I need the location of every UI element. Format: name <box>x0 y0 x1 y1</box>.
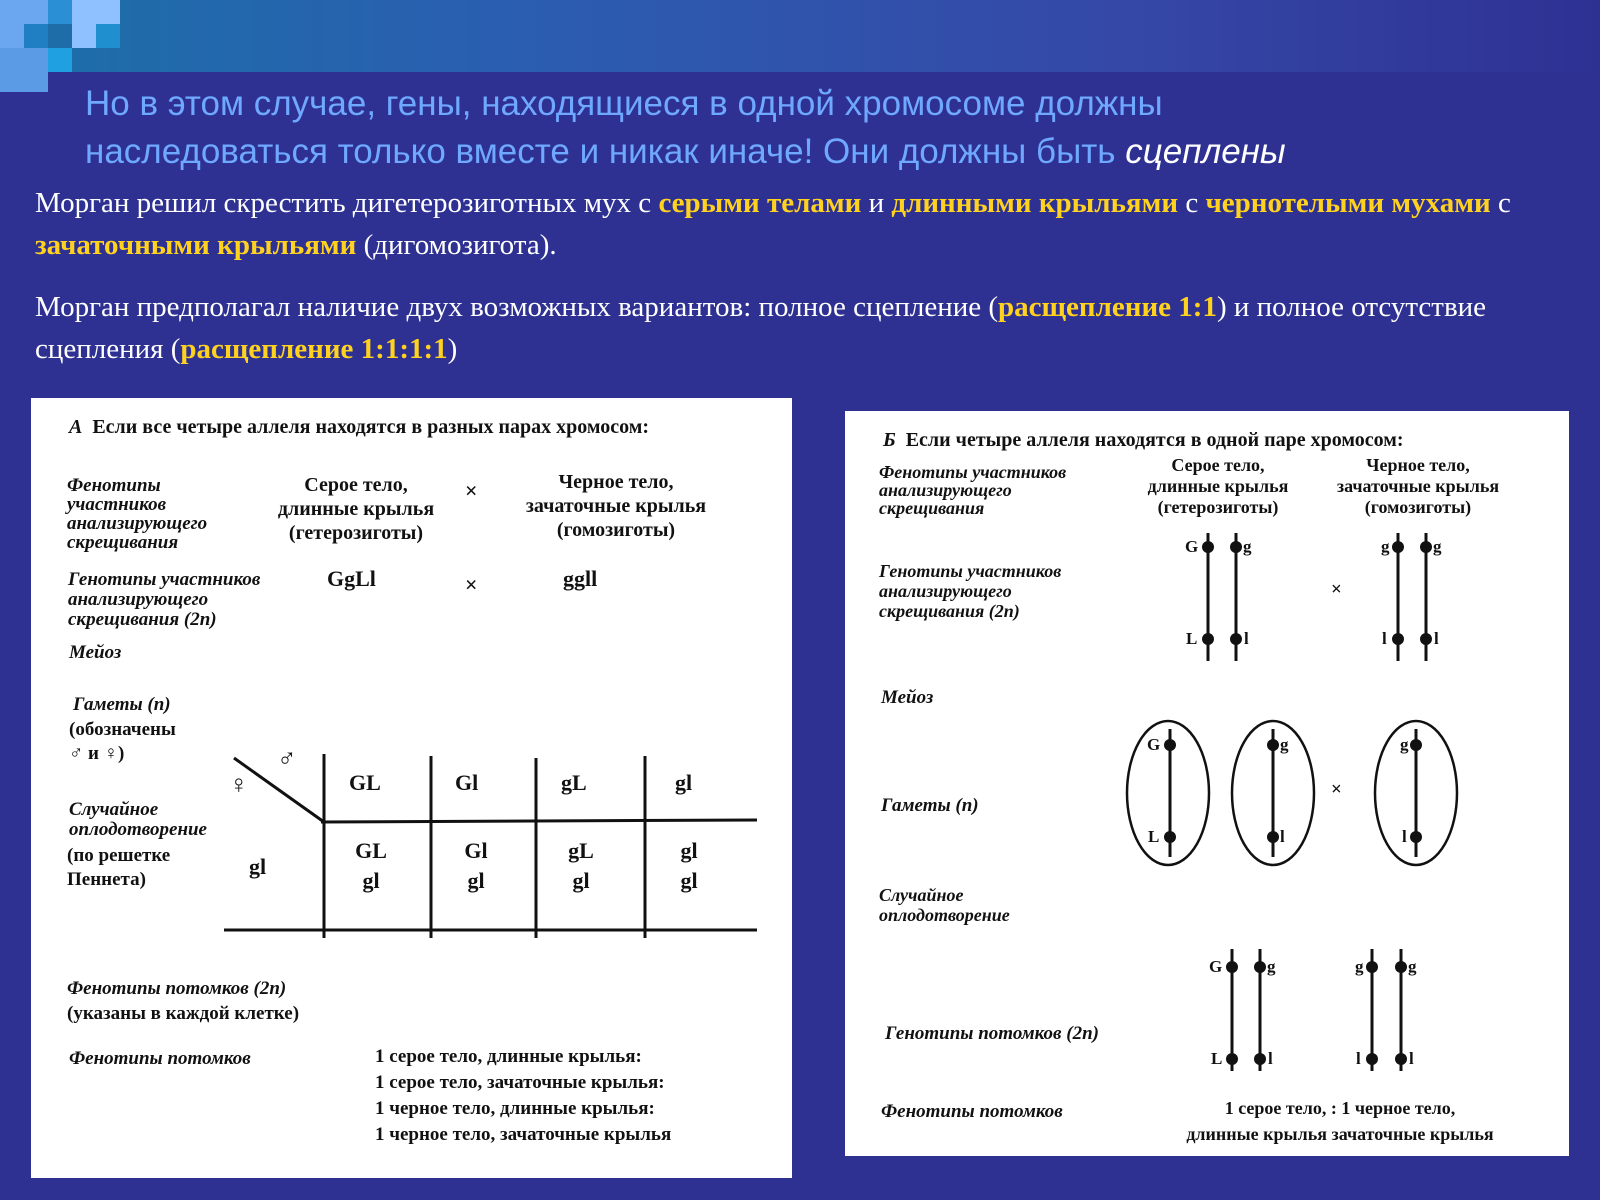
gametes-label: Гаметы (n) <box>73 694 171 715</box>
panel-letter: Б <box>883 429 896 451</box>
label-line: зачаточные крылья <box>525 495 707 517</box>
label-line: (обозначены <box>69 719 176 740</box>
genotype-parent2: ggll <box>563 566 598 591</box>
allele-locus <box>1366 961 1378 973</box>
offspring-label: Фенотипы потомков <box>881 1101 1063 1122</box>
fertilization-label <box>879 885 1010 925</box>
allele-locus <box>1202 633 1214 645</box>
genotype-parent1: GgLl <box>327 566 376 591</box>
offspring-results <box>375 1044 671 1148</box>
label-line: скрещивания <box>67 532 179 553</box>
allele-label: l <box>1356 1049 1361 1068</box>
label-line: (гомозиготы) <box>1364 497 1472 517</box>
highlight: длинными крыльями <box>891 187 1179 219</box>
allele-label: l <box>1434 629 1439 648</box>
cell-line: GL <box>355 838 387 863</box>
highlight: чернотелыми мухами <box>1205 187 1491 219</box>
deco-square <box>48 0 72 24</box>
label-line: Генотипы участников <box>879 561 1062 581</box>
meiosis-label: Мейоз <box>69 642 122 663</box>
punnett-cell <box>541 836 621 896</box>
allele-locus <box>1366 1053 1378 1065</box>
title-emphasis: сцеплены <box>1125 132 1286 171</box>
allele-locus <box>1392 541 1404 553</box>
label-line: скрещивания (2n) <box>879 601 1020 621</box>
genotypes-label <box>68 570 260 630</box>
allele-locus <box>1226 1053 1238 1065</box>
label-line: длинные крылья <box>277 498 435 520</box>
label-line: Генотипы участников <box>68 569 261 590</box>
cell-line: gL <box>568 838 594 863</box>
panel-a-independent <box>31 398 792 1178</box>
allele-label: l <box>1268 1049 1273 1068</box>
paragraph-hypothesis <box>35 286 1565 370</box>
allele-locus <box>1164 831 1176 843</box>
result-line: длинные крылья зачаточные крылья <box>1186 1124 1494 1144</box>
label-line: анализирующего <box>67 513 208 534</box>
allele-label: l <box>1402 827 1407 846</box>
allele-label: l <box>1382 629 1387 648</box>
gamete-header: GL <box>349 770 381 795</box>
text: ) и полное отсутствие сцепления ( <box>35 291 1487 365</box>
label-line: Пеннета) <box>67 869 146 890</box>
label-line: (указаны в каждой клетке) <box>67 1003 300 1024</box>
punnett-cell <box>331 836 411 896</box>
label-line: ♂ и ♀) <box>69 743 125 764</box>
label-line: (гомозиготы) <box>556 519 676 541</box>
label-line: скрещивания <box>879 498 985 518</box>
label-line: Случайное <box>879 885 964 905</box>
allele-label: l <box>1280 827 1285 846</box>
cell-line: gl <box>680 868 698 893</box>
male-symbol: ♂ <box>277 744 297 773</box>
allele-locus <box>1267 739 1279 751</box>
gamete-header: Gl <box>455 770 479 795</box>
text: (дигомозигота). <box>356 229 557 261</box>
label-line: зачаточные крылья <box>1336 476 1500 496</box>
text: ) <box>447 333 458 365</box>
cell-line: gl <box>680 838 698 863</box>
allele-label: g <box>1243 537 1252 556</box>
allele-label: g <box>1355 957 1364 976</box>
fertilization-label <box>69 800 207 840</box>
allele-label: G <box>1185 537 1199 556</box>
deco-square <box>24 24 48 48</box>
offspring-results <box>1135 1095 1545 1147</box>
punnett-cell <box>649 836 729 896</box>
title-line-1: Но в этом случае, гены, находящиеся в одной хромосоме должны <box>85 84 1163 123</box>
label-line: Черное тело, <box>1366 455 1470 475</box>
label-line: Фенотипы <box>67 475 161 496</box>
label-line: Серое тело, <box>1171 455 1265 475</box>
allele-locus <box>1267 831 1279 843</box>
gamete-header: gl <box>675 770 693 795</box>
offspring-genotypes-label: Генотипы потомков (2n) <box>885 1023 1099 1044</box>
punnett-line <box>321 820 757 822</box>
allele-label: L <box>1148 827 1160 846</box>
text: Морган предполагал наличие двух возможных вариантов: полное сцепление ( <box>35 291 999 323</box>
allele-label: g <box>1381 537 1390 556</box>
allele-locus <box>1420 541 1432 553</box>
result-line: 1 серое тело, зачаточные крылья: <box>375 1072 665 1093</box>
parent2-phenotype <box>501 470 731 542</box>
allele-label: L <box>1186 629 1198 648</box>
allele-label: L <box>1211 1049 1223 1068</box>
allele-locus <box>1230 633 1242 645</box>
text: и <box>861 187 892 219</box>
cell-line: Gl <box>464 838 488 863</box>
highlight: серыми телами <box>658 187 862 219</box>
gametes-note <box>69 718 176 766</box>
paragraph-cross <box>35 182 1565 266</box>
row-gamete: gl <box>249 854 267 879</box>
cell-line: gl <box>467 868 485 893</box>
title-line-2: наследоваться только вместе и никак иначе! Они должны быть <box>85 132 1126 171</box>
parent1-phenotype <box>251 473 461 545</box>
deco-square <box>48 48 72 72</box>
phenotypes-label <box>67 476 207 552</box>
label-line: (по решетке <box>67 845 171 866</box>
slide-title <box>85 80 1565 176</box>
label-line: участников <box>67 494 167 515</box>
result-line: 1 черное тело, длинные крылья: <box>375 1098 655 1119</box>
text: с <box>1490 187 1511 219</box>
allele-locus <box>1410 739 1422 751</box>
allele-label: g <box>1400 735 1409 754</box>
cross-sign: × <box>1331 579 1342 600</box>
label-line: оплодотворение <box>69 819 207 840</box>
allele-locus <box>1254 961 1266 973</box>
label-line: анализирующего <box>879 581 1012 601</box>
punnett-note <box>67 844 170 892</box>
allele-label: g <box>1433 537 1442 556</box>
allele-label: l <box>1409 1049 1414 1068</box>
label-line: Черное тело, <box>558 471 674 493</box>
allele-label: l <box>1244 629 1249 648</box>
result-line: 1 серое тело, : 1 черное тело, <box>1224 1098 1456 1118</box>
label-line: Случайное <box>69 799 159 820</box>
heading-text: Если все четыре аллеля находятся в разных парах хромосом: <box>92 416 649 438</box>
cross-sign: × <box>1331 779 1342 800</box>
label-line: Фенотипы участников <box>879 462 1067 482</box>
deco-square <box>96 24 120 48</box>
result-line: 1 серое тело, длинные крылья: <box>375 1046 642 1067</box>
allele-locus <box>1395 961 1407 973</box>
deco-square <box>0 48 48 92</box>
allele-label: g <box>1280 735 1289 754</box>
gametes-label: Гаметы (n) <box>881 795 979 816</box>
highlight: зачаточными крыльями <box>35 229 357 261</box>
panel-letter: А <box>69 416 83 438</box>
allele-label: g <box>1408 957 1417 976</box>
cell-line: gl <box>572 868 590 893</box>
allele-locus <box>1410 831 1422 843</box>
cross-sign: × <box>465 478 478 503</box>
genotypes-label <box>879 561 1061 621</box>
panel-b-heading <box>883 429 1404 452</box>
parent2-phenotype <box>1313 455 1523 518</box>
label-line: (гетерозиготы) <box>1157 497 1279 517</box>
label-line: оплодотворение <box>879 905 1010 925</box>
allele-locus <box>1254 1053 1266 1065</box>
allele-label: G <box>1209 957 1223 976</box>
allele-locus <box>1420 633 1432 645</box>
text: с <box>1178 187 1206 219</box>
allele-locus <box>1202 541 1214 553</box>
heading-text: Если четыре аллеля находятся в одной паре хромосом: <box>905 429 1404 451</box>
allele-locus <box>1392 633 1404 645</box>
header-bar <box>0 0 1600 72</box>
allele-locus <box>1395 1053 1407 1065</box>
punnett-cell <box>436 836 516 896</box>
offspring-label: Фенотипы потомков <box>69 1048 251 1069</box>
label-line: (гетерозиготы) <box>288 522 424 544</box>
highlight: расщепление 1:1:1:1 <box>180 333 448 365</box>
cell-line: gl <box>362 868 380 893</box>
label-line: Фенотипы потомков (2n) <box>67 978 287 999</box>
phenotypes-label <box>879 463 1066 517</box>
offspring-phenotypes-note <box>67 976 299 1026</box>
allele-locus <box>1230 541 1242 553</box>
result-line: 1 черное тело, зачаточные крылья <box>375 1124 672 1145</box>
gamete-header: gL <box>561 770 587 795</box>
allele-locus <box>1226 961 1238 973</box>
allele-label: g <box>1267 957 1276 976</box>
label-line: анализирующего <box>68 589 209 610</box>
label-line: Серое тело, <box>304 474 408 496</box>
highlight: расщепление 1:1 <box>998 291 1217 323</box>
parent1-phenotype <box>1123 455 1313 518</box>
label-line: длинные крылья <box>1147 476 1289 496</box>
meiosis-label: Мейоз <box>881 687 934 708</box>
panel-a-heading <box>69 416 649 439</box>
allele-label: G <box>1147 735 1161 754</box>
female-symbol: ♀ <box>229 770 249 799</box>
cross-sign: × <box>465 572 478 597</box>
allele-locus <box>1164 739 1176 751</box>
panel-b-linked <box>845 411 1569 1156</box>
text: Морган решил скрестить дигетерозиготных мух с <box>35 187 659 219</box>
label-line: анализирующего <box>879 480 1012 500</box>
label-line: скрещивания (2n) <box>68 609 217 630</box>
